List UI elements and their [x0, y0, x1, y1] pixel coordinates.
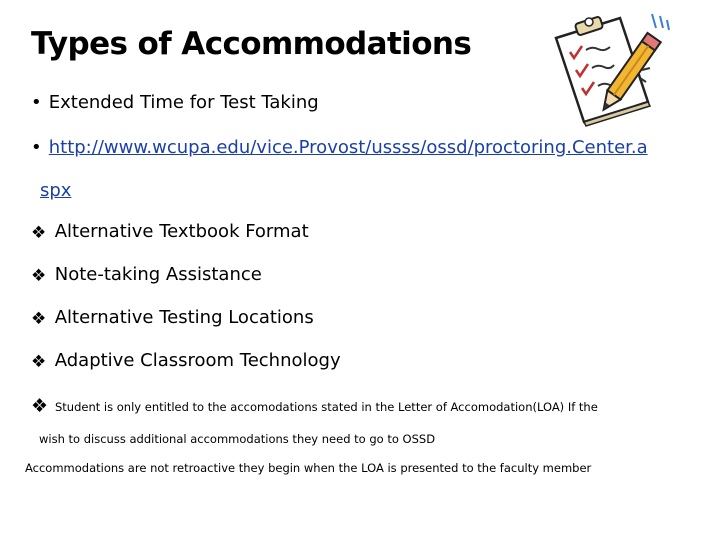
clipboard-checklist-pencil-icon [548, 10, 673, 135]
slide-title: Types of Accommodations [31, 26, 472, 62]
bullet-text: Extended Time for Test Taking [48, 92, 319, 113]
bullet-note-taking [31, 264, 262, 285]
bullet-text: Note-taking Assistance [54, 264, 262, 285]
proctoring-center-link-continued[interactable]: spx [40, 180, 72, 201]
proctoring-center-link[interactable]: http://www.wcupa.edu/vice.Provost/ussss/ossd/proctoring.Center.a [48, 137, 648, 158]
note-line-2: wish to discuss additional accommodations they need to go to OSSD [39, 432, 436, 446]
bullet-proctoring-link [31, 137, 648, 158]
note-entitlement [31, 394, 53, 416]
footer-retroactive-note: Accommodations are not retroactive they begin when the LOA is presented to the faculty member [25, 461, 592, 475]
bullet-marker: • [31, 137, 42, 158]
bullet-extended-time [31, 92, 319, 113]
bullet-marker: • [31, 92, 42, 113]
bullet-testing-locations [31, 307, 314, 328]
diamond-bullet-icon: ❖ [31, 352, 47, 372]
bullet-textbook-format [31, 221, 309, 242]
bullet-text: Adaptive Classroom Technology [54, 350, 341, 371]
note-line-1: Student is only entitled to the accomodations stated in the Letter of Accomodation(LOA) If the [55, 400, 598, 414]
bullet-proctoring-link-continued [40, 180, 71, 201]
diamond-bullet-icon: ❖ [31, 223, 47, 243]
bullet-classroom-technology [31, 350, 341, 371]
bullet-text: Alternative Testing Locations [54, 307, 314, 328]
diamond-bullet-icon: ❖ [31, 266, 47, 286]
bullet-text: Alternative Textbook Format [54, 221, 309, 242]
diamond-bullet-icon: ❖ [31, 309, 47, 329]
diamond-bullet-icon: ❖ [31, 395, 49, 417]
